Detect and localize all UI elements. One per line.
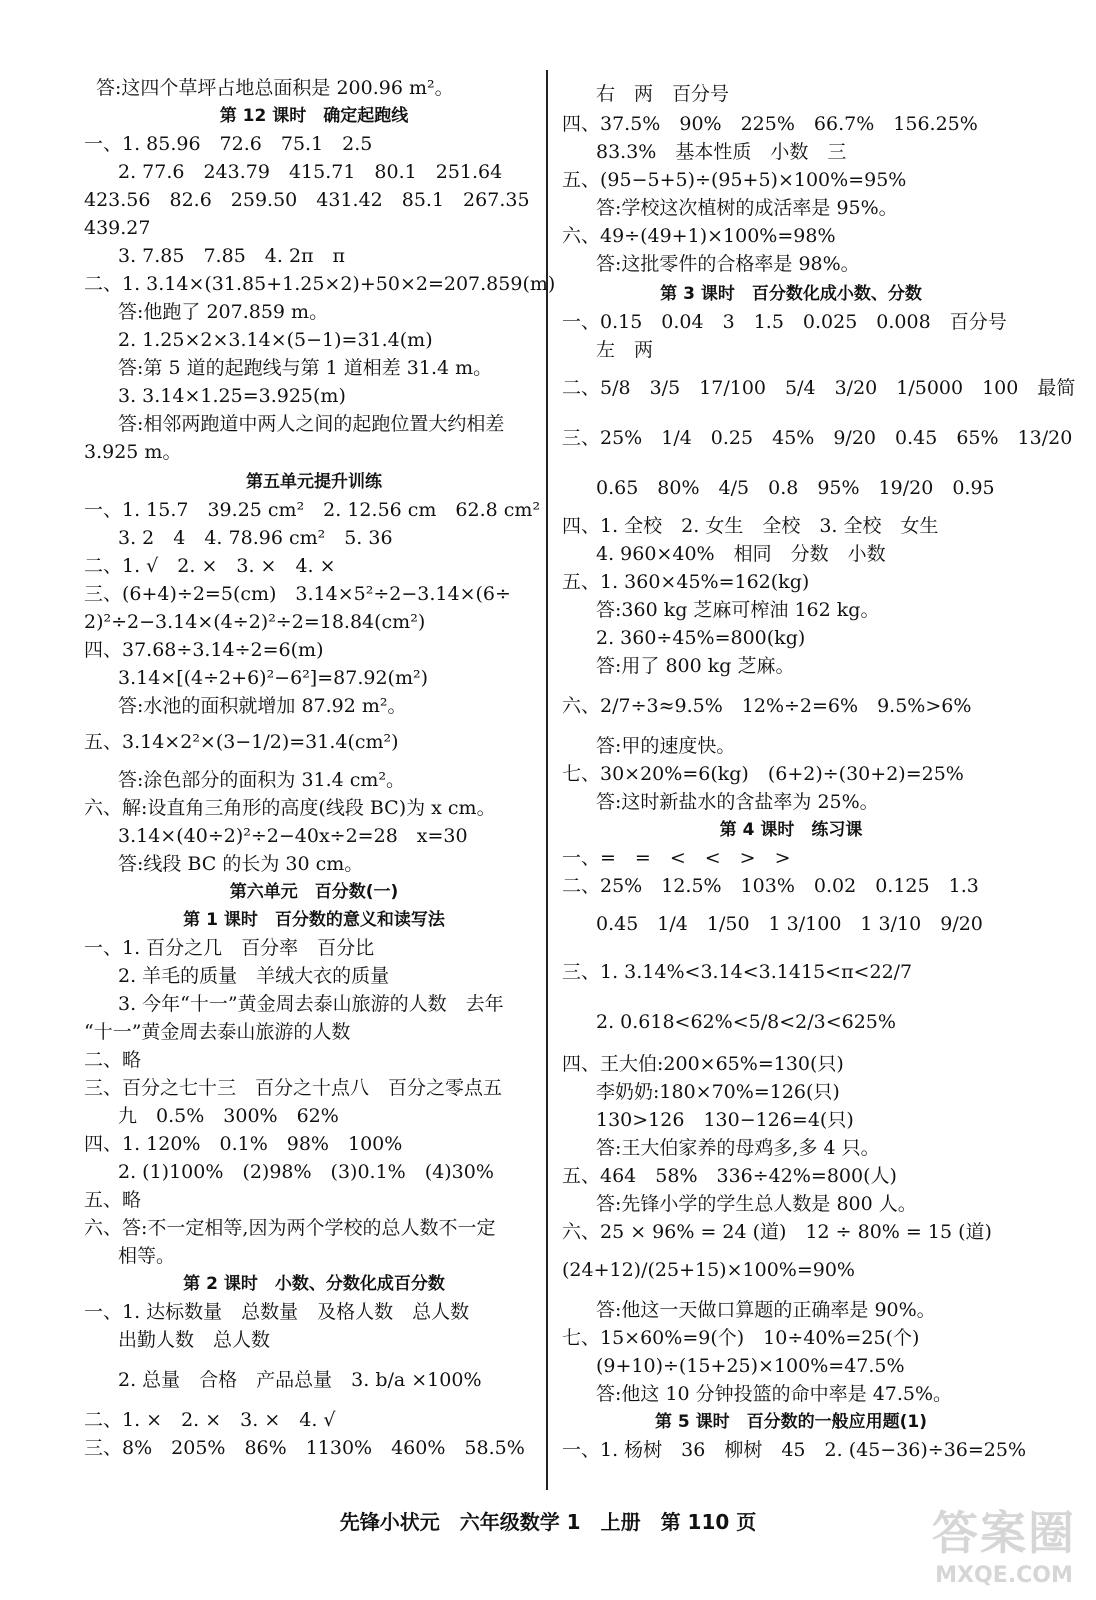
text-line: 五、(95−5+5)÷(95+5)×100%=95% <box>562 169 907 191</box>
text-line: 左 两 <box>596 339 654 361</box>
text-line: 2. 360÷45%=800(kg) <box>596 627 806 649</box>
text-line: 答:涂色部分的面积为 31.4 cm²。 <box>118 769 406 791</box>
text-line: 二、1. × 2. × 3. × 4. √ <box>84 1409 336 1431</box>
text-line: 答:他跑了 207.859 m。 <box>118 301 329 323</box>
text-line: 一、1. 15.7 39.25 cm² 2. 12.56 cm 62.8 cm² <box>84 499 541 521</box>
text-line: 三、8% 205% 86% 1130% 460% 58.5% <box>84 1437 525 1459</box>
text-line: 3.14×(40÷2)²÷2−40x÷2=28 x=30 <box>118 825 468 847</box>
text-line: 三、25% 1/4 0.25 45% 9/20 0.45 65% 13/20 <box>562 427 1073 449</box>
text-line: 五、464 58% 336÷42%=800(人) <box>562 1165 897 1187</box>
text-line: 二、25% 12.5% 103% 0.02 0.125 1.3 <box>562 875 979 897</box>
text-line: 2. 总量 合格 产品总量 3. b/a ×100% <box>118 1369 482 1391</box>
text-line: 一、1. 杨树 36 柳树 45 2. (45−36)÷36=25% <box>562 1439 1027 1461</box>
text-line: 七、30×20%=6(kg) (6+2)÷(30+2)=25% <box>562 763 964 785</box>
text-line: 2)²÷2−3.14×(4÷2)²÷2=18.84(cm²) <box>84 611 426 633</box>
text-line: 答:王大伯家养的母鸡多,多 4 只。 <box>596 1137 880 1159</box>
text-line: 答:线段 BC 的长为 30 cm。 <box>118 853 364 875</box>
text-line: (9+10)÷(15+25)×100%=47.5% <box>596 1355 905 1377</box>
text-line: “十一”黄金周去泰山旅游的人数 <box>84 1021 351 1043</box>
text-line: 一、0.15 0.04 3 1.5 0.025 0.008 百分号 <box>562 311 1007 333</box>
text-line: 四、37.5% 90% 225% 66.7% 156.25% <box>562 113 978 135</box>
text-line: 一、1. 85.96 72.6 75.1 2.5 <box>84 133 373 155</box>
text-line: 九 0.5% 300% 62% <box>118 1105 339 1127</box>
text-line: 3.14×[(4÷2+6)²−6²]=87.92(m²) <box>118 667 428 689</box>
text-line: 3. 今年“十一”黄金周去泰山旅游的人数 去年 <box>118 993 504 1015</box>
text-line: 一、1. 百分之几 百分率 百分比 <box>84 937 375 959</box>
text-line: 六、解:设直角三角形的高度(线段 BC)为 x cm。 <box>84 797 496 819</box>
text-line: 2. 1.25×2×3.14×(5−1)=31.4(m) <box>118 329 433 351</box>
text-line: 出勤人数 总人数 <box>118 1329 271 1351</box>
text-line: 3. 2 4 4. 78.96 cm² 5. 36 <box>118 527 393 549</box>
text-line: 答:这四个草坪占地总面积是 200.96 m²。 <box>96 77 454 99</box>
text-line: 答:第 5 道的起跑线与第 1 道相差 31.4 m。 <box>118 357 493 379</box>
text-line: 四、1. 全校 2. 女生 全校 3. 全校 女生 <box>562 515 939 537</box>
text-line: 五、3.14×2²×(3−1/2)=31.4(cm²) <box>84 731 399 753</box>
text-line: 二、1. 3.14×(31.85+1.25×2)+50×2=207.859(m) <box>84 273 556 295</box>
text-line: 四、王大伯:200×65%=130(只) <box>562 1053 844 1075</box>
text-line: 答:先锋小学的学生总人数是 800 人。 <box>596 1193 917 1215</box>
watermark-text: 答案圈 <box>932 1506 1076 1560</box>
text-line: 439.27 <box>84 217 151 239</box>
text-line: 答:相邻两跑道中两人之间的起跑位置大约相差 <box>118 413 505 435</box>
text-line: 0.45 1/4 1/50 1 3/100 1 3/10 9/20 <box>596 913 983 935</box>
text-line: 七、15×60%=9(个) 10÷40%=25(个) <box>562 1327 920 1349</box>
section-heading: 第六单元 百分数(一) <box>229 882 399 902</box>
watermark-url: MXQE.COM <box>935 1563 1073 1588</box>
section-heading: 第 12 课时 确定起跑线 <box>219 106 409 126</box>
section-heading: 第 5 课时 百分数的一般应用题(1) <box>654 1412 928 1432</box>
text-line: 答:这批零件的合格率是 98%。 <box>596 253 860 275</box>
text-line: 五、略 <box>84 1189 142 1211</box>
text-line: 一、1. 达标数量 总数量 及格人数 总人数 <box>84 1301 470 1323</box>
text-line: 五、1. 360×45%=162(kg) <box>562 571 810 593</box>
text-line: 答:学校这次植树的成活率是 95%。 <box>596 197 898 219</box>
text-line: 二、1. √ 2. × 3. × 4. × <box>84 555 336 577</box>
section-heading: 第 4 课时 练习课 <box>719 820 863 840</box>
text-line: 答:甲的速度快。 <box>596 735 736 757</box>
text-line: 答:他这一天做口算题的正确率是 90%。 <box>596 1299 936 1321</box>
text-line: 2. 羊毛的质量 羊绒大衣的质量 <box>118 965 390 987</box>
text-line: 2. (1)100% (2)98% (3)0.1% (4)30% <box>118 1161 494 1183</box>
text-line: 83.3% 基本性质 小数 三 <box>596 141 847 163</box>
text-line: 130>126 130−126=4(只) <box>596 1109 854 1131</box>
text-line: (24+12)/(25+15)×100%=90% <box>562 1259 855 1281</box>
text-line: 三、(6+4)÷2=5(cm) 3.14×5²÷2−3.14×(6÷ <box>84 583 511 605</box>
text-line: 答:这时新盐水的含盐率为 25%。 <box>596 791 879 813</box>
text-line: 0.65 80% 4/5 0.8 95% 19/20 0.95 <box>596 477 995 499</box>
text-line: 4. 960×40% 相同 分数 小数 <box>596 543 886 565</box>
section-heading: 第 2 课时 小数、分数化成百分数 <box>183 1274 445 1294</box>
text-line: 四、37.68÷3.14÷2=6(m) <box>84 639 324 661</box>
text-line: 2. 77.6 243.79 415.71 80.1 251.64 <box>118 161 503 183</box>
text-line: 右 两 百分号 <box>596 83 730 105</box>
text-line: 答:用了 800 kg 芝麻。 <box>596 655 795 677</box>
text-line: 423.56 82.6 259.50 431.42 85.1 267.35 <box>84 189 530 211</box>
text-line: 2. 0.618<62%<5/8<2/3<625% <box>596 1011 896 1033</box>
text-line: 六、2/7÷3≈9.5% 12%÷2=6% 9.5%>6% <box>562 695 972 717</box>
text-line: 答:他这 10 分钟投篮的命中率是 47.5%。 <box>596 1383 953 1405</box>
text-line: 答:水池的面积就增加 87.92 m²。 <box>118 695 407 717</box>
text-line: 3. 7.85 7.85 4. 2π π <box>118 245 346 267</box>
text-line: 六、25 × 96% = 24 (道) 12 ÷ 80% = 15 (道) <box>562 1221 992 1243</box>
watermark-logo <box>932 1497 1076 1588</box>
text-line: 3. 3.14×1.25=3.925(m) <box>118 385 346 407</box>
text-line: 相等。 <box>118 1245 176 1267</box>
text-line: 四、1. 120% 0.1% 98% 100% <box>84 1133 403 1155</box>
text-line: 答:360 kg 芝麻可榨油 162 kg。 <box>596 599 880 621</box>
text-line: 一、= = < < > > <box>562 847 791 869</box>
section-heading: 第 3 课时 百分数化成小数、分数 <box>660 284 922 304</box>
page-footer: 先锋小状元 六年级数学 1 上册 第 110 页 <box>339 1510 757 1534</box>
text-line: 六、49÷(49+1)×100%=98% <box>562 225 836 247</box>
text-line: 六、答:不一定相等,因为两个学校的总人数不一定 <box>84 1217 496 1239</box>
section-heading: 第五单元提升训练 <box>246 472 382 492</box>
section-heading: 第 1 课时 百分数的意义和读写法 <box>183 910 445 930</box>
text-line: 二、略 <box>84 1049 142 1071</box>
text-line: 二、5/8 3/5 17/100 5/4 3/20 1/5000 100 最简 <box>562 377 1076 399</box>
text-line: 李奶奶:180×70%=126(只) <box>596 1081 840 1103</box>
text-line: 三、1. 3.14%<3.14<3.1415<π<22/7 <box>562 961 913 983</box>
text-line: 三、百分之七十三 百分之十点八 百分之零点五 <box>84 1077 503 1099</box>
text-line: 3.925 m。 <box>84 441 182 463</box>
